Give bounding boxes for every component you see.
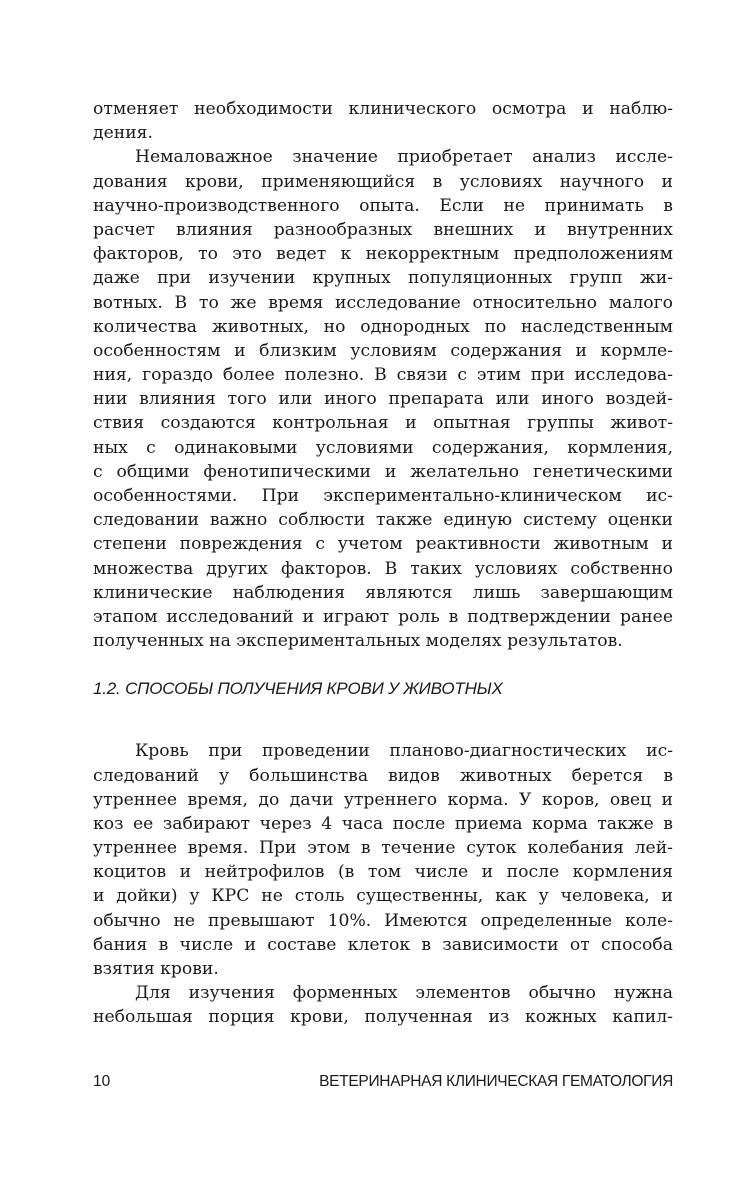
- text-line: нии влияния того или иного препарата или иного воздей-: [93, 389, 673, 410]
- text-line: вотных. В то же время исследование относительно малого: [93, 292, 673, 313]
- text-line: бания в числе и составе клеток в зависимости от способа: [93, 934, 673, 955]
- text-line: этапом исследований и играют роль в подтверждении ранее: [93, 606, 673, 627]
- text-line: коз ее забирают через 4 часа после приема корма также в: [93, 813, 673, 834]
- paragraph: [93, 97, 673, 145]
- text-line: даже при изучении крупных популяционных групп жи-: [93, 268, 673, 289]
- text-line: утреннее время. При этом в течение суток колебания лей-: [93, 838, 673, 859]
- text-line: ствия создаются контрольная и опытная группы живот-: [93, 413, 673, 434]
- text-line: степени повреждения с учетом реактивности животным и: [93, 534, 673, 555]
- text-line: факторов, то это ведет к некорректным предположениям: [93, 244, 673, 265]
- section-heading: 1.2. СПОСОБЫ ПОЛУЧЕНИЯ КРОВИ У ЖИВОТНЫХ: [93, 679, 503, 699]
- paragraph: [93, 739, 673, 981]
- text-line: особенностями. При экспериментально-клиническом ис-: [93, 486, 673, 506]
- paragraphs-after: [93, 739, 673, 1029]
- text-line: дования крови, применяющийся в условиях научного и: [93, 171, 673, 192]
- text-line: коцитов и нейтрофилов (в том числе и после кормления: [93, 862, 673, 883]
- text-line: полученных на экспериментальных моделях результатов.: [93, 631, 623, 652]
- paragraph: [93, 981, 673, 1029]
- text-line: ных с одинаковыми условиями содержания, кормления,: [93, 437, 673, 458]
- text-line: утреннее время, до дачи утреннего корма. У коров, овец и: [93, 789, 673, 810]
- text-line: обычно не превышают 10%. Имеются определенные коле-: [93, 910, 673, 931]
- text-line: следовании важно соблюсти также единую систему оценки: [93, 510, 673, 531]
- text-line: ния, гораздо более полезно. В связи с этим при исследова-: [93, 365, 673, 386]
- text-line: Немаловажное значение приобретает анализ иссле-: [135, 147, 673, 168]
- text-line: Для изучения форменных элементов обычно нужна: [135, 983, 673, 1004]
- text-line: с общими фенотипическими и желательно генетическими: [93, 461, 673, 482]
- text-line: количества животных, но однородных по наследственным: [93, 316, 673, 337]
- paragraphs-before: [93, 97, 673, 653]
- page-number: 10: [93, 1073, 111, 1090]
- text-line: и дойки) у КРС не столь существенны, как у человека, и: [93, 886, 673, 907]
- text-line: взятия крови.: [93, 959, 219, 979]
- text-line: небольшая порция крови, полученная из кожных капил-: [93, 1007, 673, 1028]
- text-line: научно-производственного опыта. Если не принимать в: [93, 195, 673, 216]
- page-body: [93, 97, 673, 1030]
- text-line: следований у большинства видов животных берется в: [93, 765, 673, 786]
- text-line: Кровь при проведении планово-диагностических ис-: [135, 741, 673, 762]
- text-line: расчет влияния разнообразных внешних и внутренних: [93, 219, 673, 240]
- running-title: ВЕТЕРИНАРНАЯ КЛИНИЧЕСКАЯ ГЕМАТОЛОГИЯ: [319, 1073, 673, 1090]
- text-line: отменяет необходимости клинического осмотра и наблю-: [93, 99, 673, 119]
- text-line: множества других факторов. В таких условиях собственно: [93, 558, 673, 579]
- text-line: дения.: [93, 123, 153, 144]
- text-line: клинические наблюдения являются лишь завершающим: [93, 582, 673, 603]
- text-line: особенностям и близким условиям содержания и кормле-: [93, 340, 673, 361]
- paragraph: [93, 145, 673, 653]
